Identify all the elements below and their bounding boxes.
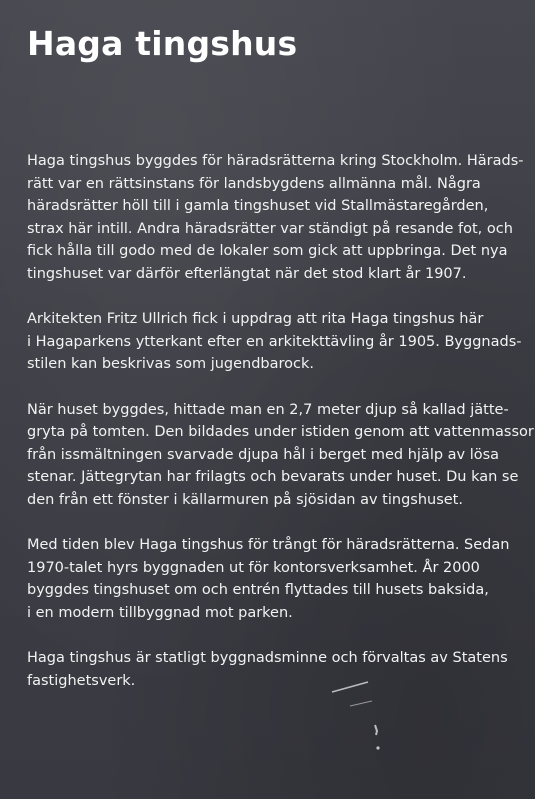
text-line: strax här intill. Andra häradsrätter var ständigt på resande fot, och — [27, 220, 513, 237]
text-line: byggdes tingshuset om och entrén flyttades till husets baksida, — [27, 582, 489, 598]
text-line: När huset byggdes, hittade man en 2,7 meter djup så kallad jätte- — [27, 401, 509, 418]
text-line: Haga tingshus byggdes för häradsrätterna kring Stockholm. Härads- — [27, 153, 524, 169]
paragraph-3 — [27, 399, 534, 512]
scratch-mark — [375, 725, 377, 735]
paragraph-4 — [27, 534, 527, 624]
scratch-mark — [376, 746, 379, 749]
text-line: fick hålla till godo med de lokaler som gick att uppbringa. Det nya — [27, 243, 508, 259]
text-line: tingshuset var därför efterlängtat när det stod klart år 1907. — [27, 265, 467, 282]
paragraph-5 — [27, 647, 527, 692]
text-line: i en modern tillbyggnad mot parken. — [27, 604, 293, 621]
text-line: fastighetsverk. — [27, 672, 136, 689]
text-line: stilen kan beskrivas som jugendbarock. — [27, 356, 315, 372]
sign-title: Haga tingshus — [27, 24, 298, 63]
text-line: rätt var en rättsinstans för landsbygdens allmänna mål. Några — [27, 175, 481, 192]
text-line: Med tiden blev Haga tingshus för trångt för häradsrätterna. Sedan — [27, 537, 510, 553]
text-line: 1970-talet hyrs byggnaden ut för kontorsverksamhet. År 2000 — [27, 559, 480, 576]
text-line: Haga tingshus är statligt byggnadsminne och förvaltas av Statens — [27, 650, 508, 666]
text-line: i Hagaparkens ytterkant efter en arkitekttävling år 1905. Byggnads- — [27, 333, 522, 350]
paragraph-1 — [27, 150, 527, 285]
text-line: stenar. Jättegrytan har frilagts och bevarats under huset. Du kan se — [27, 469, 519, 485]
sign-body — [27, 150, 534, 715]
paragraph-2 — [27, 308, 527, 376]
text-line: häradsrätter höll till i gamla tingshuset vid Stallmästaregården, — [27, 198, 489, 214]
text-line: från issmältningen svarvade djupa hål i berget med hjälp av lösa — [27, 446, 500, 463]
text-line: Arkitekten Fritz Ullrich fick i uppdrag att rita Haga tingshus här — [27, 311, 484, 327]
text-line: gryta på tomten. Den bildades under istiden genom att vattenmassor — [27, 424, 534, 440]
text-line: den från ett fönster i källarmuren på sjösidan av tingshuset. — [27, 491, 463, 508]
